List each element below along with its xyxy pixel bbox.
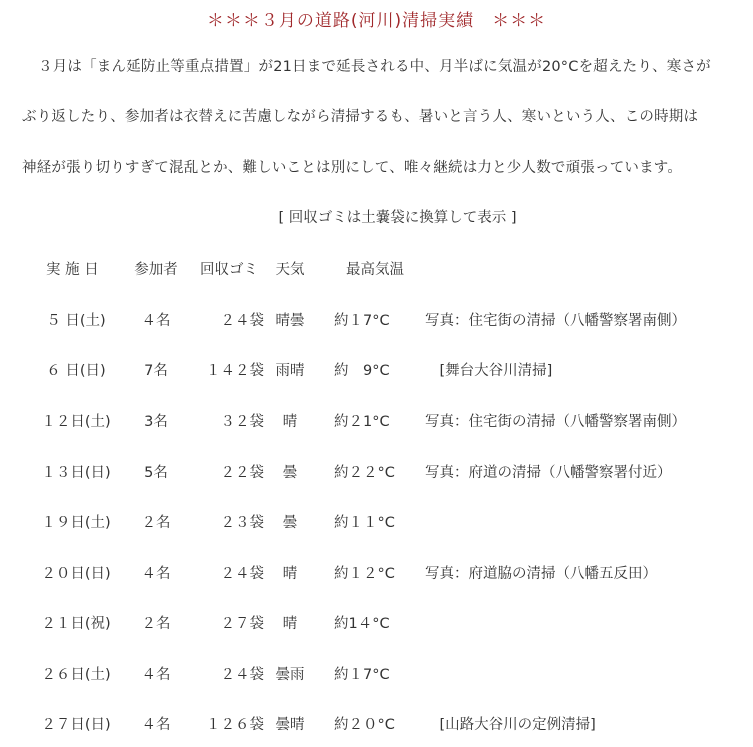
table-row [0, 511, 753, 533]
row-max-temp: 約２０°C [334, 717, 395, 733]
unit-note: [ 回収ゴミは土嚢袋に換算して表示 ] [278, 210, 517, 226]
header-trash: 回収ゴミ [200, 262, 258, 278]
table-row [0, 663, 753, 685]
row-trash: １２６袋 [206, 717, 264, 733]
header-participants: 参加者 [134, 262, 178, 278]
table-row [0, 359, 753, 381]
row-max-temp: 約１7°C [334, 667, 390, 683]
header-max-temp: 最高気温 [346, 262, 404, 278]
row-date: ６ 日(日) [46, 363, 106, 379]
row-date: ５ 日(土) [46, 313, 106, 329]
row-date: ２１日(祝) [41, 616, 111, 632]
row-date: １２日(土) [41, 414, 111, 430]
row-participants: 3名 [144, 414, 168, 430]
table-row [0, 612, 753, 634]
intro-line-2: ぶり返したり、参加者は衣替えに苦慮しながら清掃するも、暑いと言う人、寒いという人、この時期は [22, 109, 699, 125]
row-photo-note: [舞台大谷川清掃] [425, 363, 553, 379]
row-trash: １４２袋 [206, 363, 264, 379]
table-header [0, 258, 753, 280]
row-max-temp: 約２1°C [334, 414, 390, 430]
intro-line-3: 神経が張り切りすぎて混乱とか、難しいことは別にして、唯々継続は力と少人数で頑張っています。 [22, 160, 683, 176]
table-row [0, 309, 753, 331]
row-photo-note: 写真：住宅街の清掃（八幡警察署南側） [425, 313, 686, 329]
row-weather: 曇 [282, 515, 298, 531]
row-max-temp: 約 9°C [334, 363, 390, 379]
row-weather: 晴 [282, 566, 298, 582]
row-participants: 7名 [144, 363, 168, 379]
row-participants: ４名 [141, 717, 171, 733]
row-weather: 曇晴 [275, 717, 305, 733]
row-participants: ４名 [141, 313, 171, 329]
table-row [0, 562, 753, 584]
row-photo-note: 写真：府道脇の清掃（八幡五反田） [425, 566, 657, 582]
row-trash: ２７袋 [220, 616, 264, 632]
row-participants: ２名 [141, 616, 171, 632]
row-photo-note: [山路大谷川の定例清掃] [425, 717, 596, 733]
row-weather: 雨晴 [275, 363, 305, 379]
row-max-temp: 約１２°C [334, 566, 395, 582]
table-row [0, 461, 753, 483]
row-trash: ２４袋 [220, 313, 264, 329]
row-photo-note: 写真：住宅街の清掃（八幡警察署南側） [425, 414, 686, 430]
row-weather: 晴曇 [275, 313, 305, 329]
row-participants: ２名 [141, 515, 171, 531]
table-row [0, 713, 753, 735]
row-trash: ２２袋 [220, 465, 264, 481]
page-title: ＊＊＊３月の道路(河川)清掃実績 ＊＊＊ [206, 11, 547, 31]
row-weather: 晴 [282, 414, 298, 430]
row-weather: 曇 [282, 465, 298, 481]
row-photo-note: 写真：府道の清掃（八幡警察署付近） [425, 465, 672, 481]
row-max-temp: 約２２°C [334, 465, 395, 481]
row-trash: ２３袋 [220, 515, 264, 531]
row-date: １９日(土) [41, 515, 111, 531]
row-max-temp: 約１7°C [334, 313, 390, 329]
row-trash: ２４袋 [220, 667, 264, 683]
row-date: ２７日(日) [41, 717, 111, 733]
row-participants: 5名 [144, 465, 168, 481]
row-date: １３日(日) [41, 465, 111, 481]
row-max-temp: 約1４°C [334, 616, 390, 632]
row-trash: ３２袋 [220, 414, 264, 430]
row-trash: ２４袋 [220, 566, 264, 582]
header-weather: 天気 [275, 262, 305, 278]
row-date: ２６日(土) [41, 667, 111, 683]
row-weather: 晴 [282, 616, 298, 632]
row-max-temp: 約１１°C [334, 515, 395, 531]
intro-line-1: ３月は「まん延防止等重点措置」が21日まで延長される中、月半ばに気温が20°Cを超えたり、寒さが [38, 59, 711, 75]
table-row [0, 410, 753, 432]
row-participants: ４名 [141, 667, 171, 683]
row-date: ２０日(日) [41, 566, 111, 582]
row-weather: 曇雨 [275, 667, 305, 683]
row-participants: ４名 [141, 566, 171, 582]
header-date: 実 施 日 [46, 262, 99, 278]
